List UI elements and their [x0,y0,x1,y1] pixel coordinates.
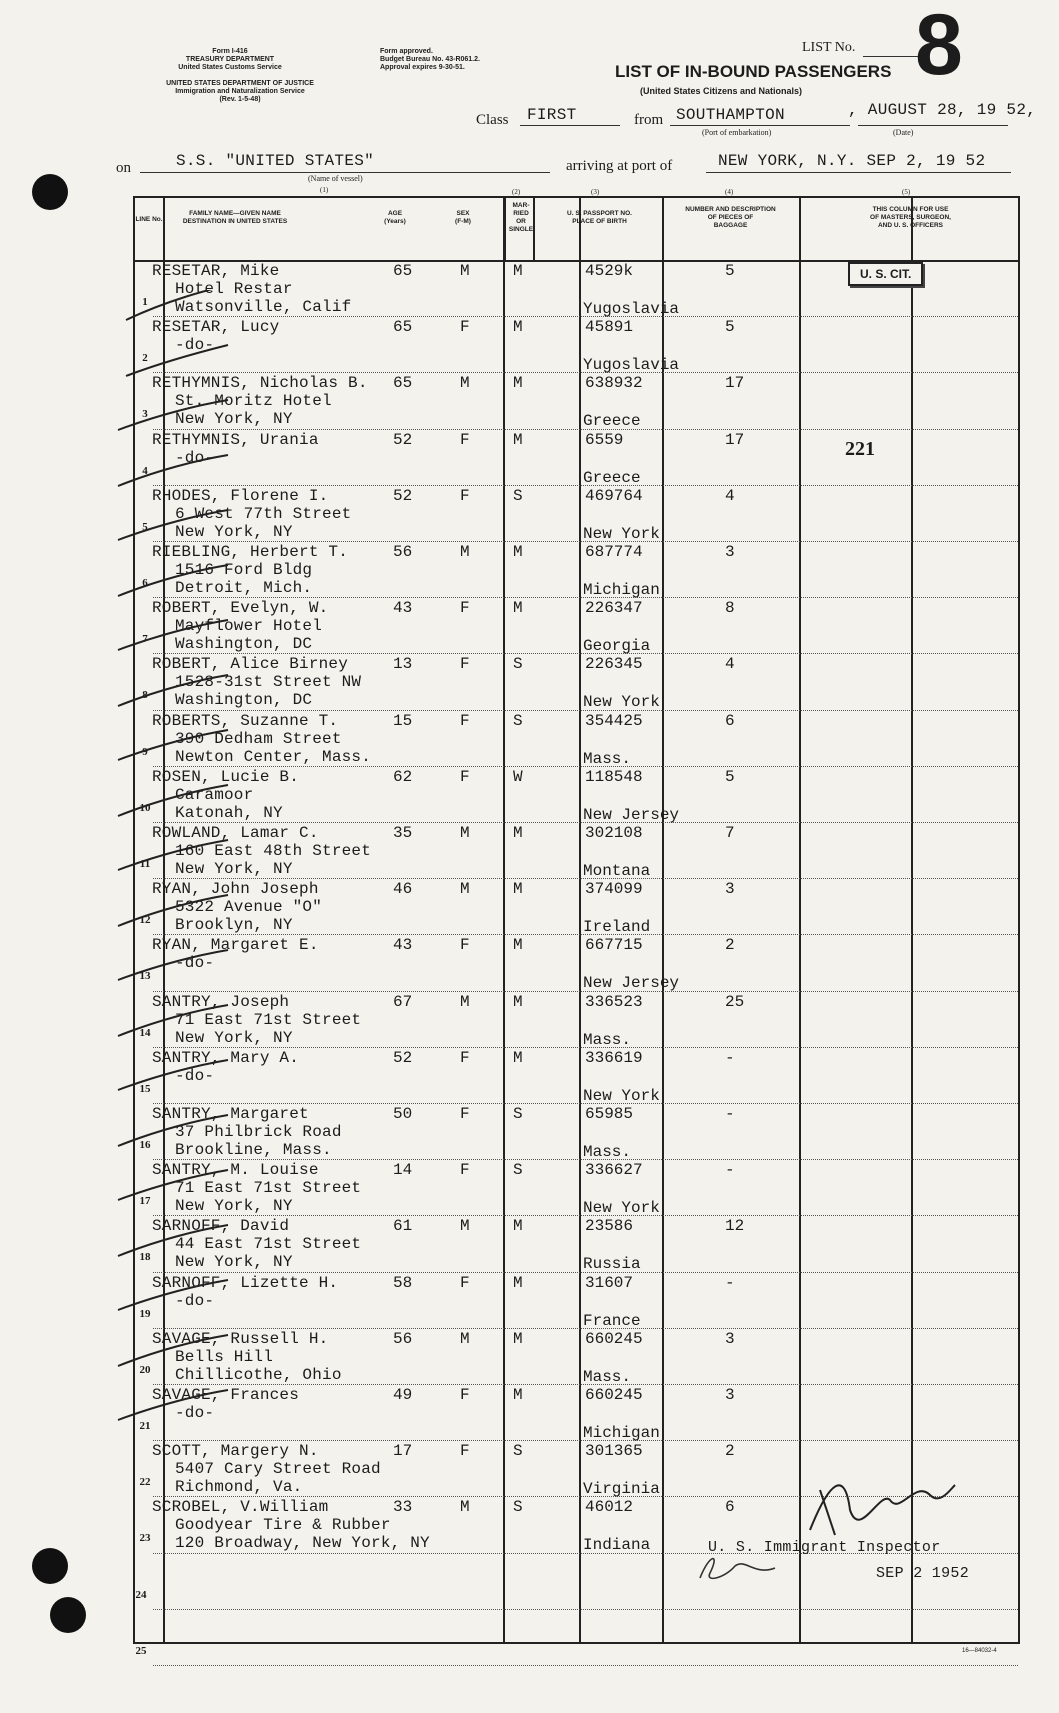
treasury-dept: TREASURY DEPARTMENT [185,56,275,63]
passenger-sex: F [460,1105,470,1123]
line-number: 25 [135,1644,147,1657]
baggage-count: - [725,1048,735,1067]
passport-number: 226347 [585,599,643,618]
baggage-count: 2 [725,1442,735,1461]
passenger-address: Washington, DC [175,635,313,654]
budget-bureau: Budget Bureau No. 43-R061.2. [380,56,480,63]
col-head-sex: SEX (F-M) [455,210,471,225]
place-of-birth: New York [583,693,660,712]
baggage-count: 25 [725,992,745,1011]
passenger-age: 58 [393,1273,413,1292]
customs-service: United States Customs Service [178,64,282,71]
justice-dept: UNITED STATES DEPARTMENT OF JUSTICE [166,80,314,87]
passenger-marital: M [513,318,523,337]
passenger-marital: M [513,262,523,280]
col-number: (2) [512,188,521,196]
line-number: 6 [142,577,148,589]
passenger-sex: M [460,880,470,899]
passenger-address: 5407 Cary Street Road [175,1460,381,1479]
passenger-marital: M [513,430,523,449]
page-title: LIST OF IN-BOUND PASSENGERS [615,62,892,81]
baggage-count: - [725,1105,735,1123]
place-of-birth: Mass. [583,1143,632,1161]
passenger-age: 56 [393,543,413,561]
passenger-age: 35 [393,824,413,842]
baggage-count: 12 [725,1217,745,1236]
col-head-line: LINE No. [135,216,163,223]
passenger-address: New York, NY [175,410,293,429]
date-underline [858,125,1008,126]
line-number: 14 [139,1026,151,1039]
line-number: 8 [142,689,148,702]
passport-number: 31607 [585,1273,634,1292]
baggage-count: - [725,1161,735,1180]
inspector-date: SEP 2 1952 [876,1565,970,1582]
passenger-address: -do- [175,1291,215,1310]
place-of-birth: Greece [583,468,641,487]
place-of-birth: Georgia [583,637,651,656]
passport-number: 354425 [585,711,643,730]
passenger-name: SANTRY, M. Louise [152,1161,319,1180]
passenger-age: 43 [393,936,413,955]
passenger-address: 71 East 71st Street [175,1010,362,1029]
passenger-sex: F [460,936,470,955]
place-of-birth: Mass. [583,1030,632,1049]
line-number: 17 [139,1195,151,1208]
vessel-caption: (Name of vessel) [308,174,363,183]
passenger-name: RETHYMNIS, Urania [152,430,319,449]
approval-line: Form approved. [380,48,433,55]
baggage-count: 8 [725,599,735,618]
line-number: 18 [139,1251,151,1264]
passenger-name: ROBERTS, Suzanne T. [152,711,339,730]
list-no-label: LIST No. [802,40,856,55]
passenger-marital: M [513,992,523,1011]
line-number: 16 [139,1139,151,1151]
place-of-birth: Virginia [583,1480,660,1499]
passenger-address: Chillicothe, Ohio [175,1365,342,1384]
line-number: 5 [142,520,148,533]
passport-number: 667715 [585,936,643,955]
passenger-address: Bells Hill [175,1347,274,1366]
arrival-value: NEW YORK, N.Y. SEP 2, 19 52 [718,152,986,170]
passenger-address: Caramoor [175,785,254,804]
from-label: from [634,112,664,128]
baggage-count: 3 [725,543,735,561]
passport-number: 660245 [585,1386,643,1404]
column-divider [503,198,505,1642]
col-number: (1) [320,186,329,194]
passenger-marital: M [513,824,523,842]
passenger-age: 15 [393,711,413,730]
passport-number: 65985 [585,1105,634,1123]
passenger-address: New York, NY [175,1028,293,1047]
passenger-address: 1516 Ford Bldg [175,561,313,579]
passenger-age: 50 [393,1105,413,1123]
passenger-sex: F [460,1273,470,1292]
passenger-age: 33 [393,1498,413,1517]
passenger-sex: M [460,1217,470,1236]
passport-number: 660245 [585,1329,643,1348]
passenger-age: 17 [393,1442,413,1461]
place-of-birth: Montana [583,862,651,880]
place-of-birth: Mass. [583,749,632,768]
line-number: 9 [142,745,148,758]
passenger-marital: M [513,1386,523,1404]
column-divider [799,198,801,1642]
passenger-age: 65 [393,374,413,393]
passenger-address: Richmond, Va. [175,1478,303,1497]
passenger-address: 71 East 71st Street [175,1179,362,1198]
class-label: Class [476,112,509,128]
passenger-address: Katonah, NY [175,803,283,822]
baggage-count: 17 [725,374,745,393]
punch-hole [50,1597,86,1633]
passenger-address: New York, NY [175,1197,293,1216]
place-of-birth: Russia [583,1255,641,1274]
passenger-age: 56 [393,1329,413,1348]
passport-number: 45891 [585,318,634,337]
passenger-name: SAVAGE, Russell H. [152,1329,329,1348]
passenger-sex: F [460,1386,470,1404]
inspector-signature [790,1460,960,1550]
row-divider [153,1609,1018,1610]
place-of-birth: France [583,1311,641,1330]
passenger-address: 44 East 71st Street [175,1235,362,1254]
line-number: 13 [139,970,151,983]
passenger-name: SAVAGE, Frances [152,1386,300,1404]
passport-number: 23586 [585,1217,634,1236]
passenger-marital: M [513,936,523,955]
passport-number: 687774 [585,543,643,561]
passenger-sex: F [460,318,470,337]
from-underline [670,125,850,126]
passenger-marital: M [513,880,523,899]
passenger-marital: M [513,1048,523,1067]
passenger-age: 46 [393,880,413,899]
passenger-address: Washington, DC [175,691,313,710]
form-code: 16—84032-4 [962,1648,997,1654]
passenger-address: Newton Center, Mass. [175,747,372,766]
place-of-birth: Yugoslavia [583,300,680,318]
line-number: 7 [142,633,148,646]
passenger-address: Brooklyn, NY [175,916,293,935]
passenger-address: -do- [175,1404,215,1422]
col-number: (5) [902,188,911,196]
passenger-sex: F [460,767,470,786]
col-head-officers: THIS COLUMN FOR USE OF MASTERS, SURGEON, AND U. S. OFFICERS [870,206,951,229]
baggage-count: 3 [725,880,735,899]
passenger-marital: S [513,486,523,505]
passenger-address: Brookline, Mass. [175,1141,332,1159]
col-head-baggage: NUMBER AND DESCRIPTION OF PIECES OF BAGGAGE [685,206,776,229]
passenger-name: SARNOFF, Lizette H. [152,1273,339,1292]
passenger-age: 43 [393,599,413,618]
date-caption: (Date) [893,128,914,137]
passenger-marital: S [513,655,523,674]
passenger-sex: F [460,655,470,674]
passenger-age: 61 [393,1217,413,1236]
passenger-marital: S [513,711,523,730]
line-number: 22 [139,1476,151,1489]
passenger-address: Goodyear Tire & Rubber [175,1516,391,1535]
passenger-name: SANTRY, Mary A. [152,1048,300,1067]
arriving-label: arriving at port of [566,158,673,174]
passport-number: 118548 [585,767,643,786]
line-number: 15 [139,1082,151,1095]
form-number: Form I-416 [212,48,248,55]
passenger-name: RYAN, John Joseph [152,880,319,899]
check-marks [108,290,238,1710]
passenger-marital: M [513,374,523,393]
passenger-name: RYAN, Margaret E. [152,936,319,955]
line-number: 20 [139,1363,151,1376]
inspector-label: U. S. Immigrant Inspector [708,1539,941,1556]
passport-number: 4529k [585,262,634,280]
passenger-marital: S [513,1161,523,1180]
line-number: 11 [139,858,151,870]
place-of-birth: New Jersey [583,974,680,993]
passenger-address: -do- [175,448,215,467]
passenger-name: ROWLAND, Lamar C. [152,824,319,842]
passenger-age: 14 [393,1161,413,1180]
col-head-married: MAR- RIED OR SINGLE [508,202,534,233]
passenger-name: RETHYMNIS, Nicholas B. [152,374,368,393]
passport-number: 336523 [585,992,643,1011]
passport-number: 336619 [585,1048,643,1067]
passenger-sex: F [460,711,470,730]
passenger-sex: F [460,1442,470,1461]
line-number: 3 [142,408,148,421]
passenger-sex: M [460,1329,470,1348]
passenger-name: ROBERT, Alice Birney [152,655,349,674]
passenger-name: ROSEN, Lucie B. [152,767,300,786]
passport-number: 302108 [585,824,643,842]
passenger-name: SANTRY, Joseph [152,992,290,1011]
on-label: on [116,160,131,176]
passport-number: 638932 [585,374,643,393]
list-number: 8 [915,0,963,93]
passenger-marital: S [513,1442,523,1461]
passenger-marital: S [513,1498,523,1517]
place-of-birth: Ireland [583,918,651,937]
approval-expiry: Approval expires 9-30-51. [380,64,465,71]
passenger-name: ROBERT, Evelyn, W. [152,599,329,618]
ins-service: Immigration and Naturalization Service [175,88,305,95]
from-value: SOUTHAMPTON [676,106,785,124]
baggage-count: 7 [725,824,735,842]
passenger-age: 13 [393,655,413,674]
passenger-marital: M [513,1217,523,1236]
baggage-count: 17 [725,430,745,449]
port-embark-caption: (Port of embarkation) [702,128,772,137]
line-number: 4 [142,464,148,477]
passenger-address: 160 East 48th Street [175,842,372,860]
passenger-sex: F [460,1161,470,1180]
column-divider [579,198,581,1642]
count-221: 221 [845,438,875,460]
baggage-count: - [725,1273,735,1292]
place-of-birth: Greece [583,412,641,431]
passenger-address: 37 Philbrick Road [175,1123,342,1141]
col-number: (4) [725,188,734,196]
passenger-address: Mayflower Hotel [175,617,323,636]
passenger-sex: F [460,430,470,449]
line-number: 21 [139,1420,151,1432]
baggage-count: 3 [725,1329,735,1348]
passport-number: 469764 [585,486,643,505]
passenger-address: -do- [175,954,215,973]
passenger-age: 52 [393,486,413,505]
passenger-sex: M [460,262,470,280]
passenger-sex: F [460,1048,470,1067]
place-of-birth: New York [583,1199,660,1218]
passenger-address: Detroit, Mich. [175,579,313,597]
passenger-marital: M [513,599,523,618]
line-number: 2 [142,352,148,365]
baggage-count: 5 [725,767,735,786]
passenger-address: New York, NY [175,1253,293,1272]
passenger-address: Watsonville, Calif [175,298,352,316]
inspector-initials [695,1548,785,1588]
page-subtitle: (United States Citizens and Nationals) [640,86,803,96]
passenger-age: 52 [393,430,413,449]
passenger-name: RESETAR, Lucy [152,318,280,337]
passport-number: 226345 [585,655,643,674]
class-value: FIRST [527,106,577,124]
line-number: 12 [139,914,151,927]
passenger-age: 62 [393,767,413,786]
class-underline [520,125,620,126]
baggage-count: 5 [725,318,735,337]
passenger-address: 6 West 77th Street [175,504,352,523]
passenger-sex: F [460,599,470,618]
col-number: (3) [591,188,600,196]
passenger-name: RHODES, Florene I. [152,486,329,505]
passenger-address: 390 Dedham Street [175,729,342,748]
baggage-count: 4 [725,655,735,674]
passenger-name: SANTRY, Margaret [152,1105,309,1123]
line-number: 23 [139,1532,151,1545]
line-number: 24 [135,1588,147,1601]
passenger-address: New York, NY [175,860,293,878]
baggage-count: 6 [725,711,735,730]
row-divider [153,1665,1018,1666]
col-head-name: FAMILY NAME—GIVEN NAME DESTINATION IN UNITED STATES [182,210,288,225]
passenger-address: -do- [175,1066,215,1085]
column-divider [911,198,913,1642]
list-no-underline [863,56,923,57]
passenger-name: RESETAR, Mike [152,262,280,280]
passenger-name: SARNOFF, David [152,1217,290,1236]
place-of-birth: New Jersey [583,805,680,824]
column-divider [662,198,664,1642]
vessel-value: S.S. "UNITED STATES" [176,152,375,170]
passenger-address: Hotel Restar [175,280,293,298]
place-of-birth: Yugoslavia [583,356,680,375]
passenger-age: 49 [393,1386,413,1404]
passenger-sex: M [460,824,470,842]
date-value: , AUGUST 28, 19 52, [848,101,1037,119]
passenger-address: 120 Broadway, New York, NY [175,1534,430,1553]
passenger-name: SCOTT, Margery N. [152,1442,319,1461]
place-of-birth: New York [583,1086,660,1105]
revision: (Rev. 1-5-48) [219,96,261,103]
punch-hole [32,174,68,210]
col-head-passport: U. S. PASSPORT NO. PLACE OF BIRTH [567,210,632,225]
passenger-name: SCROBEL, V.William [152,1498,329,1517]
line-number: 10 [139,801,151,814]
passport-number: 336627 [585,1161,643,1180]
passenger-sex: M [460,543,470,561]
passenger-sex: M [460,992,470,1011]
passport-number: 46012 [585,1498,634,1517]
passenger-address: New York, NY [175,522,293,541]
line-number: 1 [142,296,148,308]
passenger-name: RIEBLING, Herbert T. [152,543,349,561]
place-of-birth: New York [583,524,660,543]
passenger-address: St. Moritz Hotel [175,392,332,411]
passenger-marital: S [513,1105,523,1123]
passport-number: 301365 [585,1442,643,1461]
approval-block [380,48,480,72]
col-head-age: AGE (Years) [384,210,406,225]
arrival-underline [706,172,1011,173]
us-cit-stamp: U. S. CIT. [848,262,923,286]
passenger-marital: M [513,543,523,561]
passport-number: 374099 [585,880,643,899]
passenger-address: -do- [175,336,215,355]
justice-block [110,80,370,104]
baggage-count: 6 [725,1498,735,1517]
punch-hole [32,1548,68,1584]
passenger-age: 65 [393,318,413,337]
passenger-age: 52 [393,1048,413,1067]
place-of-birth: Indiana [583,1536,651,1555]
passenger-age: 67 [393,992,413,1011]
passenger-marital: M [513,1273,523,1292]
baggage-count: 2 [725,936,735,955]
place-of-birth: Mass. [583,1367,632,1386]
form-block [145,48,315,72]
baggage-count: 5 [725,262,735,280]
passenger-marital: W [513,767,523,786]
passenger-sex: M [460,374,470,393]
passenger-address: 1528-31st Street NW [175,673,362,692]
passenger-marital: M [513,1329,523,1348]
line-number: 19 [139,1307,151,1320]
passport-number: 6559 [585,430,624,449]
baggage-count: 3 [725,1386,735,1404]
passenger-age: 65 [393,262,413,280]
vessel-underline [140,172,550,173]
passenger-sex: M [460,1498,470,1517]
passenger-sex: F [460,486,470,505]
place-of-birth: Michigan [583,581,660,599]
baggage-count: 4 [725,486,735,505]
place-of-birth: Michigan [583,1424,660,1442]
passenger-address: 5322 Avenue "O" [175,898,323,917]
